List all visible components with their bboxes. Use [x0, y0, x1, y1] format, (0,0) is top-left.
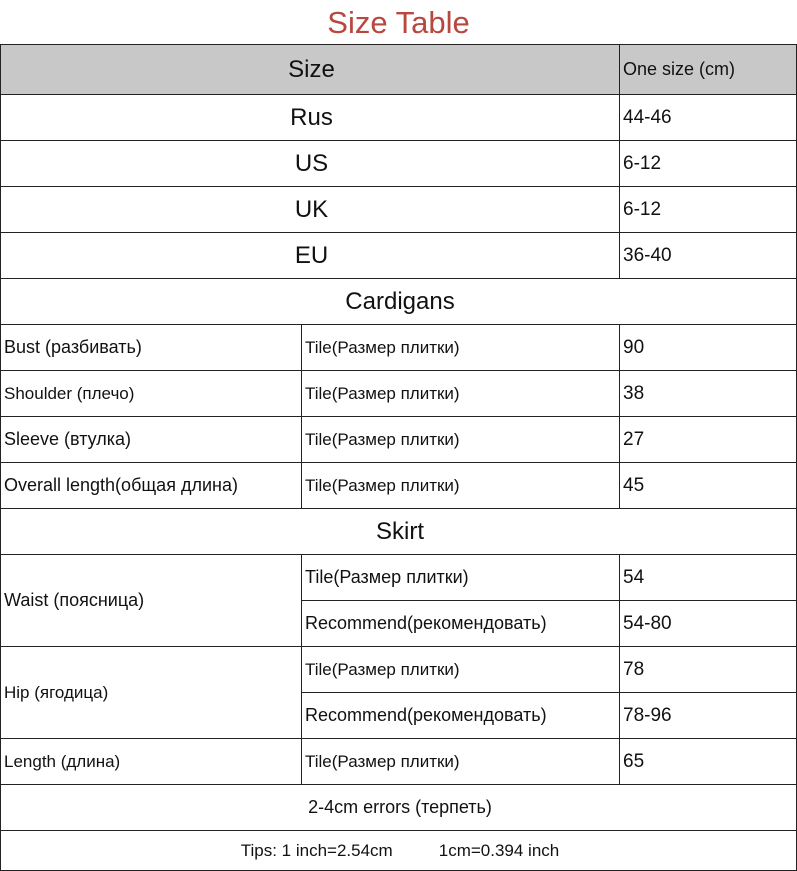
region-value: 6-12: [620, 187, 797, 233]
measure-value: 27: [620, 417, 797, 463]
note-row: [1, 785, 797, 831]
section-row: [1, 509, 797, 555]
region-row: [1, 95, 797, 141]
header-row: [1, 45, 797, 95]
measure-value: 78: [620, 647, 797, 693]
measure-type: Tile(Размер плитки): [302, 417, 620, 463]
measure-type: Recommend(рекомендовать): [302, 693, 620, 739]
table-row: [1, 371, 797, 417]
measure-value: 78-96: [620, 693, 797, 739]
region-value: 6-12: [620, 141, 797, 187]
measure-value: 65: [620, 739, 797, 785]
region-value: 36-40: [620, 233, 797, 279]
size-header: Size: [1, 45, 620, 95]
measure-type: Tile(Размер плитки): [302, 647, 620, 693]
section-row: [1, 279, 797, 325]
measure-type: Recommend(рекомендовать): [302, 601, 620, 647]
page-title: Size Table: [327, 5, 470, 40]
measure-type: Tile(Размер плитки): [302, 463, 620, 509]
measure-type: Tile(Размер плитки): [302, 325, 620, 371]
tolerance-note: 2-4cm errors (терпеть): [1, 785, 797, 831]
region-label: US: [1, 141, 620, 187]
table-row: [1, 647, 797, 693]
cm-conversion: 1cm=0.394 inch: [438, 840, 560, 860]
measure-label: Bust (разбивать): [1, 325, 302, 371]
region-row: [1, 187, 797, 233]
skirt-section-title: Skirt: [1, 509, 797, 555]
measure-value: 38: [620, 371, 797, 417]
one-size-header: One size (cm): [620, 45, 797, 95]
measure-label: Shoulder (плечо): [1, 371, 302, 417]
measure-label: Waist (поясница): [1, 555, 302, 647]
conversion-tips: [1, 831, 797, 871]
measure-label: Hip (ягодица): [1, 647, 302, 739]
table-row: [1, 325, 797, 371]
size-table: [0, 44, 797, 871]
inch-conversion: Tips: 1 inch=2.54cm: [240, 840, 393, 860]
table-row: [1, 555, 797, 601]
measure-value: 90: [620, 325, 797, 371]
table-row: [1, 463, 797, 509]
measure-value: 54: [620, 555, 797, 601]
region-label: Rus: [1, 95, 620, 141]
measure-label: Overall length(общая длина): [1, 463, 302, 509]
measure-type: Tile(Размер плитки): [302, 739, 620, 785]
table-row: [1, 739, 797, 785]
measure-value: 45: [620, 463, 797, 509]
region-row: [1, 141, 797, 187]
measure-type: Tile(Размер плитки): [302, 555, 620, 601]
cardigans-section-title: Cardigans: [1, 279, 797, 325]
table-row: [1, 417, 797, 463]
region-label: EU: [1, 233, 620, 279]
measure-value: 54-80: [620, 601, 797, 647]
measure-label: Sleeve (втулка): [1, 417, 302, 463]
region-label: UK: [1, 187, 620, 233]
tips-row: [1, 831, 797, 871]
region-row: [1, 233, 797, 279]
measure-label: Length (длина): [1, 739, 302, 785]
region-value: 44-46: [620, 95, 797, 141]
measure-type: Tile(Размер плитки): [302, 371, 620, 417]
